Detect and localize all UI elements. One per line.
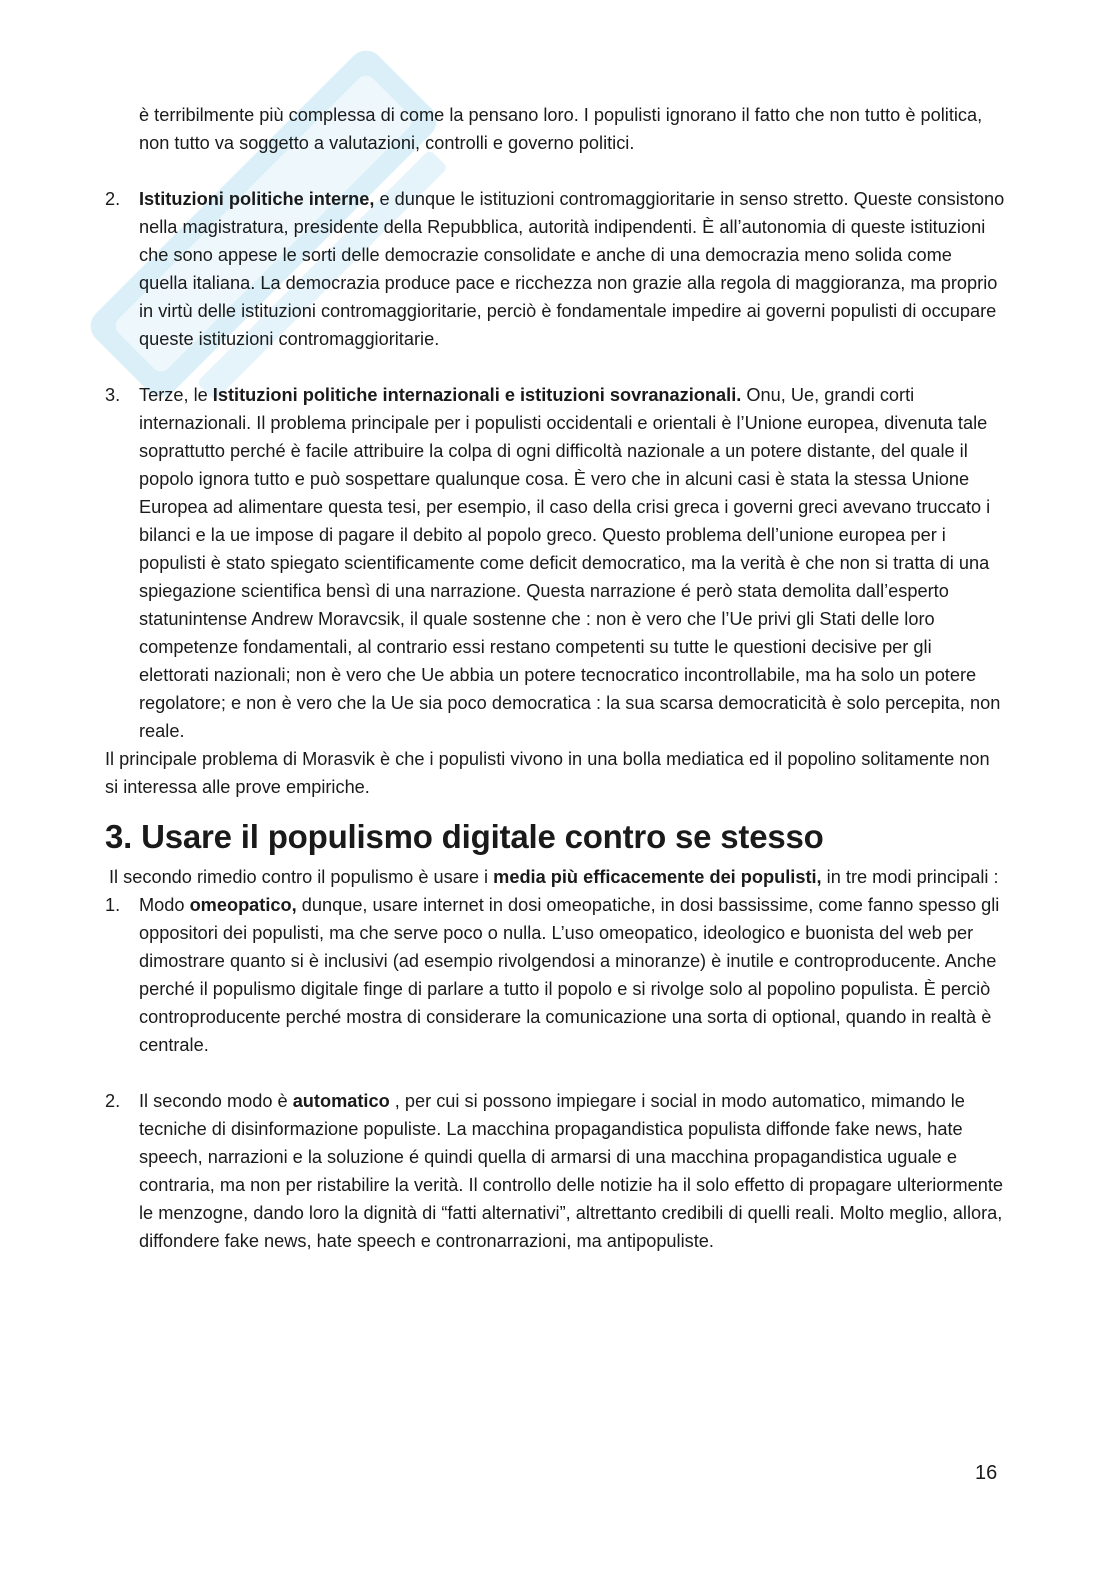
list-item-homeopathic: 1. Modo omeopatico, dunque, usare internet in dosi omeopatiche, in dosi bassissime, come fanno spesso gli oppositori dei populisti, ma che serve poco o nulla. L’uso omeopatico, ideologico e buonista del web per dimostrare quanto si è inclusivi (ad esempio rivolgendosi a minoranze) è inutile e controproducente. Anche perché il populismo digitale finge di parlare a tutto il popolo e si rivolge solo al popolino populista. È perciò controproducente perché mostra di considerare la comunicazione una sorta di optional, quando in realtà è centrale.	[105, 891, 1005, 1059]
list-number: 2.	[105, 1091, 121, 1111]
bold-term: Istituzioni politiche interne,	[139, 189, 375, 209]
list-item-international-institutions: 3. Terze, le Istituzioni politiche internazionali e istituzioni sovranazionali. Onu, Ue, grandi corti internazionali. Il problema principale per i populisti occidentali e orientali è l’Unione europea, divenuta tale soprattutto perché è facile attribuire la colpa di ogni difficoltà nazionale a un potere distante, del quale il popolo ignora tutto e può sospettare qualunque cosa. È vero che in alcuni casi è stata la stessa Unione Europea ad alimentare questa tesi, per esempio, il caso della crisi greca i governi greci avevano truccato i bilanci e la ue impose di pagare il debito al popolo greco. Questo problema dell’unione europea per i populisti è stato spiegato scientificamente come deficit democratico, ma la verità è che non si tratta di una spiegazione scientifica bensì di una narrazione. Questa narrazione é però stata demolita dall’esperto statunintense Andrew Moravcsik, il quale sostenne che : non è vero che l’Ue privi gli Stati delle loro competenze fondamentali, al contrario essi restano competenti su tutte le questioni decisive per gli elettorati nazionali; non è vero che Ue abbia un potere tecnocratico incontrollabile, ma ha solo un potere regolatore; e non è vero che la Ue sia poco democratica : la sua scarsa democraticità è solo percepita, non reale.	[105, 381, 1005, 745]
bold-term: automatico	[292, 1091, 390, 1111]
list-number: 2.	[105, 189, 121, 209]
page-number: 16	[975, 1462, 998, 1484]
section-heading: 3. Usare il populismo digitale contro se stesso	[105, 818, 824, 855]
continuation-text: è terribilmente più complessa di come la pensano loro. I populisti ignorano il fatto che non tutto è politica, non tutto va soggetto a valutazioni, controlli e governo politici.	[139, 105, 983, 153]
section-intro: Il secondo rimedio contro il populismo è usare i media più efficacemente dei populisti, in tre modi principali :	[109, 867, 999, 887]
bold-term: media più efficacemente dei populisti,	[493, 867, 822, 887]
list-item-automatic: 2. Il secondo modo è automatico , per cui si possono impiegare i social in modo automatico, mimando le tecniche di disinformazione populiste. La macchina propagandistica populista diffonde fake news, hate speech, narrazioni e la soluzione é quindi quella di armarsi di una macchina propagandistica uguale e contraria, ma non per ristabilire la verità. Il controllo delle notizie ha il solo effetto di propagare ulteriormente le menzogne, dando loro la dignità di “fatti alternativi”, altrettanto credibili di quelli reali. Molto meglio, allora, diffondere fake news, hate speech e contronarrazioni, ma antipopuliste.	[105, 1087, 1005, 1255]
document-page	[105, 101, 1005, 1255]
bold-term: Istituzioni politiche internazionali e istituzioni sovranazionali.	[212, 385, 742, 405]
bold-term: omeopatico,	[189, 895, 297, 915]
list-number: 1.	[105, 895, 121, 915]
list-number: 3.	[105, 385, 121, 405]
closing-paragraph: Il principale problema di Morasvik è che i populisti vivono in una bolla mediatica ed il popolino solitamente non si interessa alle prove empiriche.	[105, 749, 990, 797]
list-item-internal-institutions: 2. Istituzioni politiche interne, e dunque le istituzioni contromaggioritarie in senso stretto. Queste consistono nella magistratura, presidente della Repubblica, autorità indipendenti. È all’autonomia di queste istituzioni che sono appese le sorti delle democrazie consolidate e anche di una democrazia meno solida come quella italiana. La democrazia produce pace e ricchezza non grazie alla regola di maggioranza, ma proprio in virtù delle istituzioni contromaggioritarie, perciò è fondamentale impedire ai governi populisti di occupare queste istituzioni contromaggioritarie.	[105, 185, 1005, 353]
